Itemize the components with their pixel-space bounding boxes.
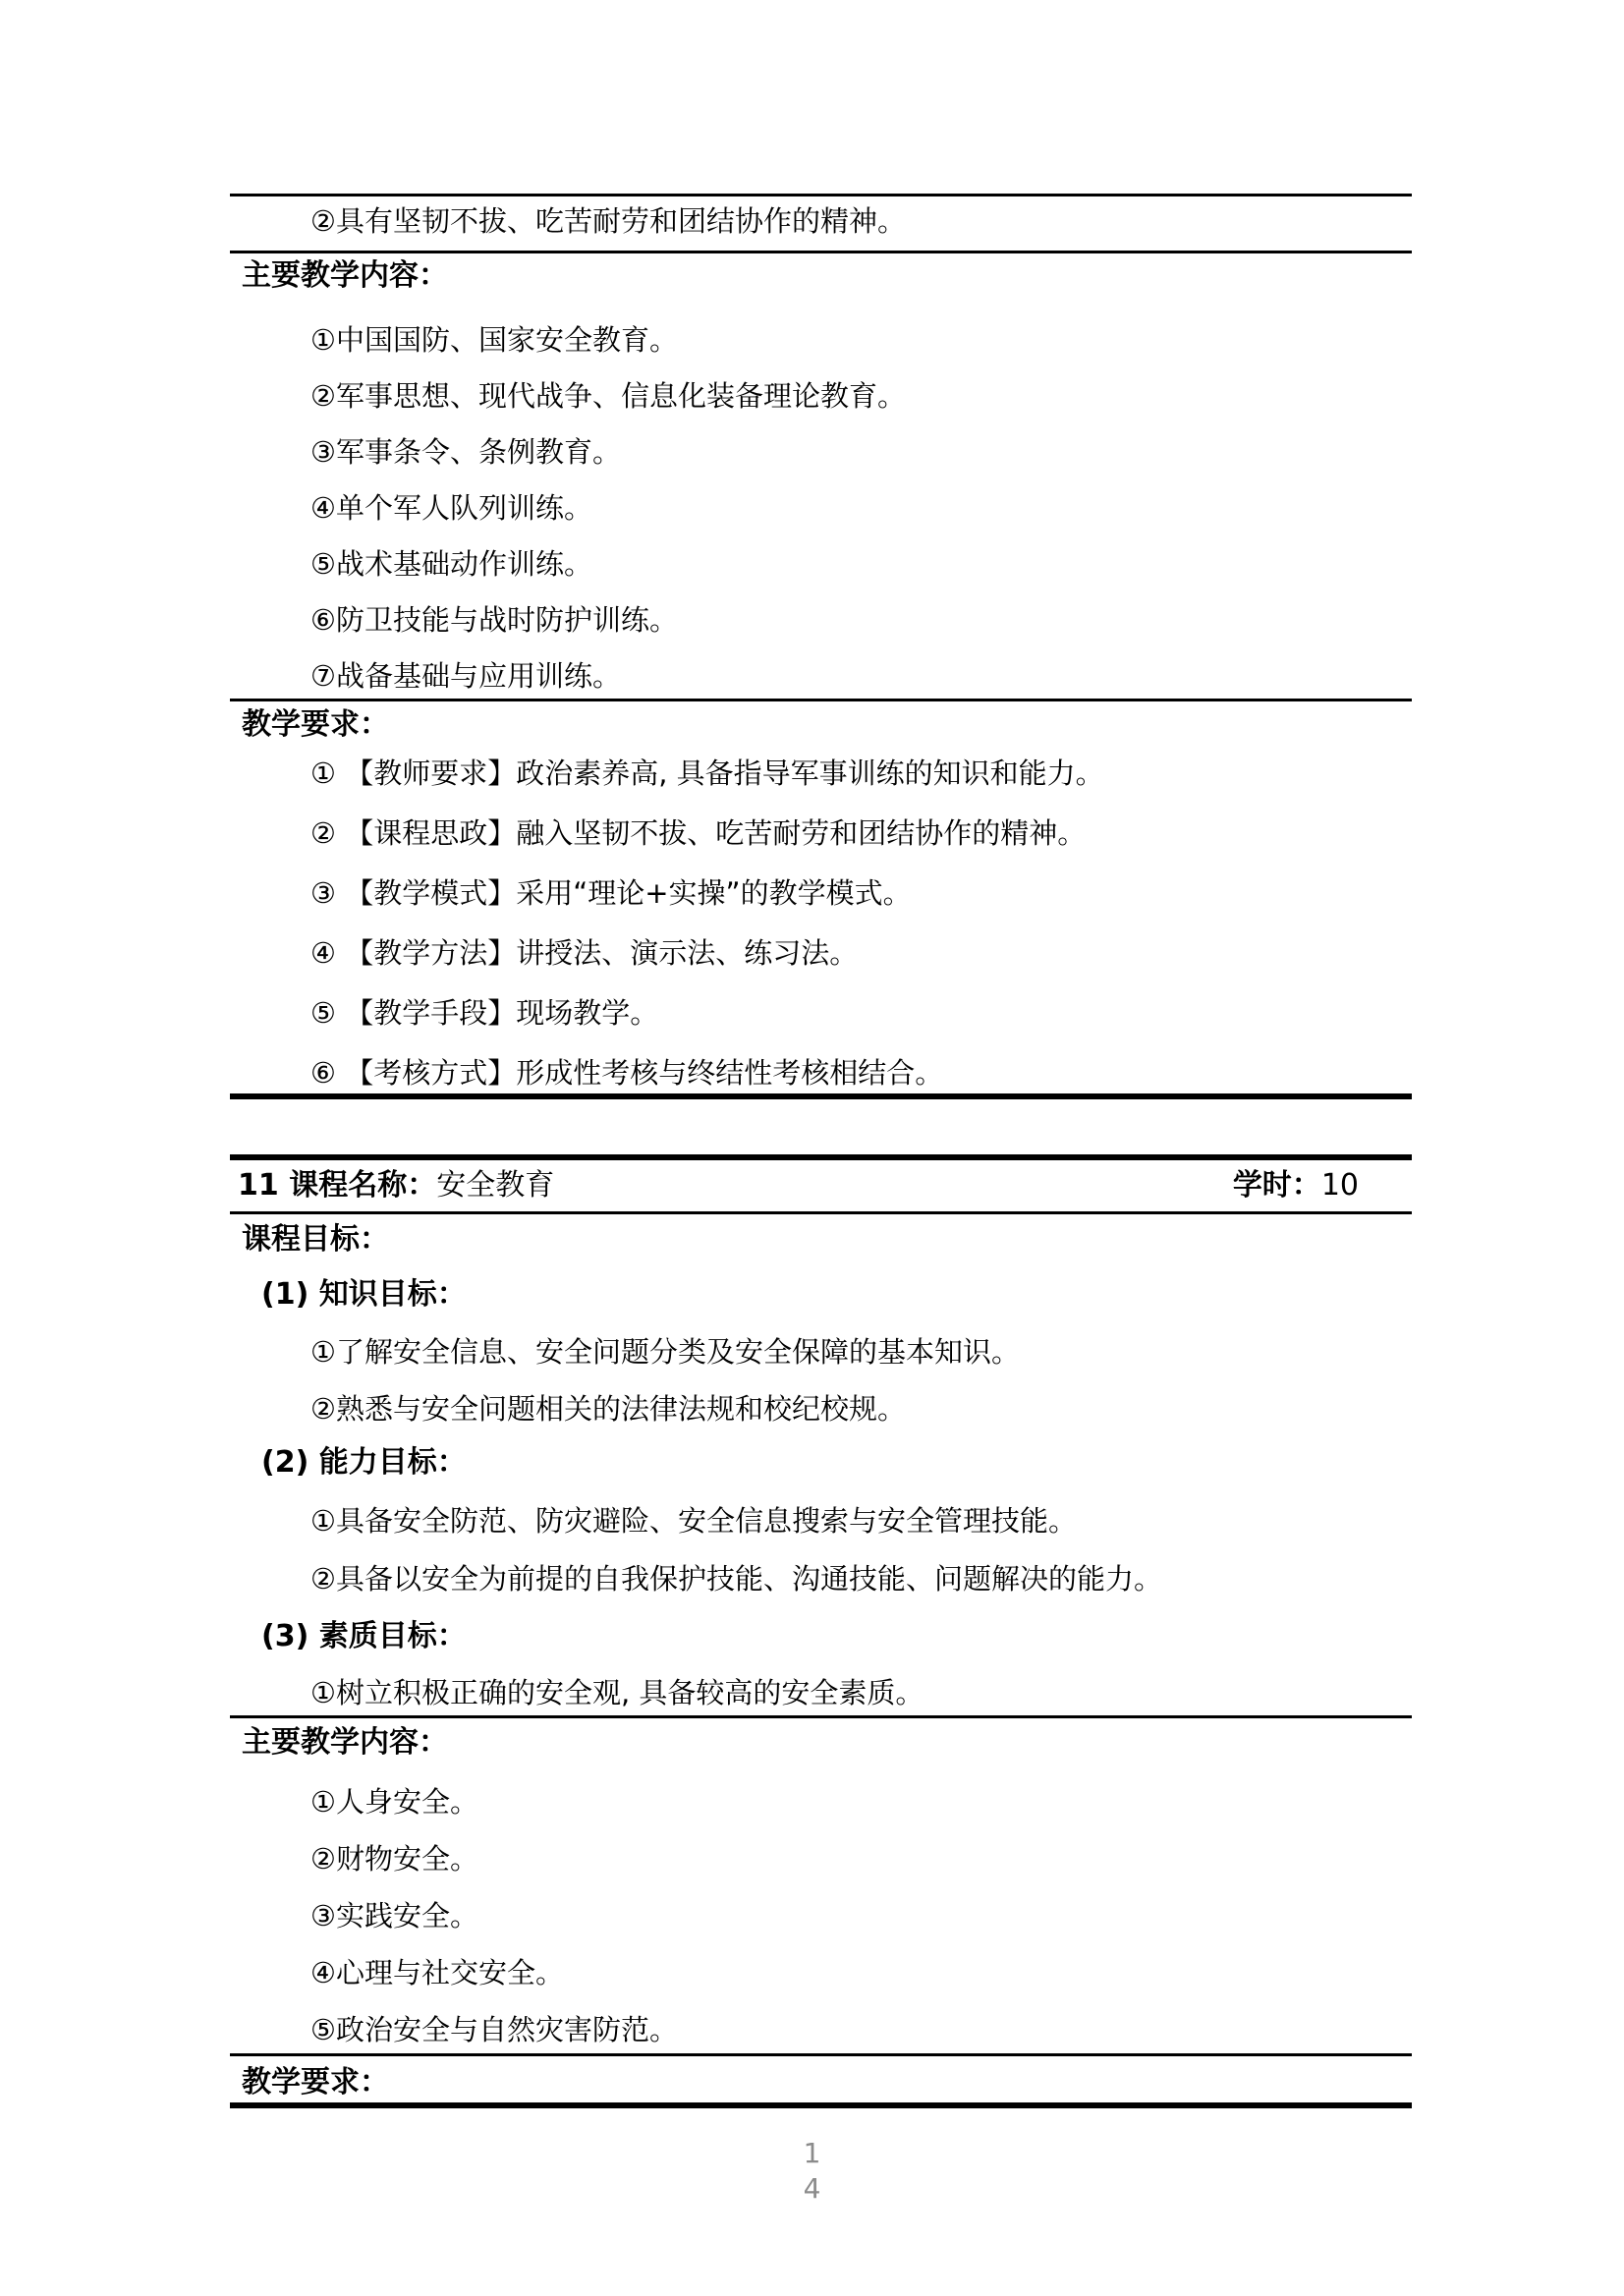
section-header-objectives: 课程目标： (242, 1222, 389, 1257)
horizontal-rule (230, 1715, 1412, 1718)
content-item: ⑥防卫技能与战时防护训练。 (310, 603, 678, 637)
requirement-item: ③ 【教学模式】采用“理论+实操”的教学模式。 (310, 876, 912, 910)
section-header-main-content: 主要教学内容： (242, 258, 448, 293)
content-item: ①人身安全。 (310, 1785, 478, 1819)
requirement-item: ④ 【教学方法】讲授法、演示法、练习法。 (310, 936, 859, 970)
objective-group-heading: (1) 知识目标： (261, 1277, 467, 1312)
requirement-item: ② 【课程思政】融入坚韧不拔、吃苦耐劳和团结协作的精神。 (310, 816, 1087, 850)
requirement-item: ⑤ 【教学手段】现场教学。 (310, 996, 659, 1030)
page-number: 1 (803, 2137, 821, 2169)
horizontal-rule (230, 194, 1412, 196)
document-content (230, 0, 1412, 2108)
table-bottom-rule (230, 1093, 1412, 1099)
objective-group-heading: (2) 能力目标： (261, 1445, 467, 1480)
table-top-rule (230, 1154, 1412, 1160)
objective-item: ①树立积极正确的安全观, 具备较高的安全素质。 (310, 1676, 924, 1709)
course-hours (1233, 1166, 1359, 1205)
course-number-label: 11 课程名称： (238, 1168, 437, 1203)
content-item: ①中国国防、国家安全教育。 (310, 323, 678, 357)
horizontal-rule (230, 251, 1412, 253)
content-item: ⑤政治安全与自然灾害防范。 (310, 2013, 678, 2046)
section-header-main-content: 主要教学内容： (242, 1725, 448, 1760)
content-item: ⑦战备基础与应用训练。 (310, 659, 621, 693)
objective-item: ①了解安全信息、安全问题分类及安全保障的基本知识。 (310, 1335, 1020, 1369)
objective-item: ②具备以安全为前提的自我保护技能、沟通技能、问题解决的能力。 (310, 1562, 1162, 1596)
content-item: ②财物安全。 (310, 1842, 478, 1876)
section-header-requirements: 教学要求： (242, 2065, 389, 2100)
page-number: 4 (803, 2172, 821, 2205)
horizontal-rule (230, 1211, 1412, 1214)
requirement-item: ⑥ 【考核方式】形成性考核与终结性考核相结合。 (310, 1056, 944, 1090)
course-hours-value: 10 (1320, 1168, 1359, 1203)
objective-item: ②具有坚韧不拔、吃苦耐劳和团结协作的精神。 (310, 204, 906, 238)
section-header-requirements: 教学要求： (242, 707, 389, 742)
horizontal-rule (230, 2053, 1412, 2056)
objective-item: ②熟悉与安全问题相关的法律法规和校纪校规。 (310, 1392, 906, 1426)
content-item: ②军事思想、现代战争、信息化装备理论教育。 (310, 379, 906, 413)
content-item: ③实践安全。 (310, 1899, 478, 1932)
course-hours-label: 学时： (1232, 1168, 1321, 1203)
objective-item: ①具备安全防范、防灾避险、安全信息搜索与安全管理技能。 (310, 1504, 1077, 1538)
content-item: ⑤战术基础动作训练。 (310, 547, 592, 581)
requirement-item: ① 【教师要求】政治素养高, 具备指导军事训练的知识和能力。 (310, 756, 1104, 790)
content-item: ④心理与社交安全。 (310, 1956, 564, 1989)
content-item: ④单个军人队列训练。 (310, 491, 592, 525)
table-bottom-rule (230, 2102, 1412, 2108)
content-item: ③军事条令、条例教育。 (310, 435, 621, 469)
course-title-row (230, 1166, 1412, 1205)
horizontal-rule (230, 699, 1412, 701)
objective-group-heading: (3) 素质目标： (261, 1619, 467, 1653)
course-name: 安全教育 (436, 1168, 555, 1203)
